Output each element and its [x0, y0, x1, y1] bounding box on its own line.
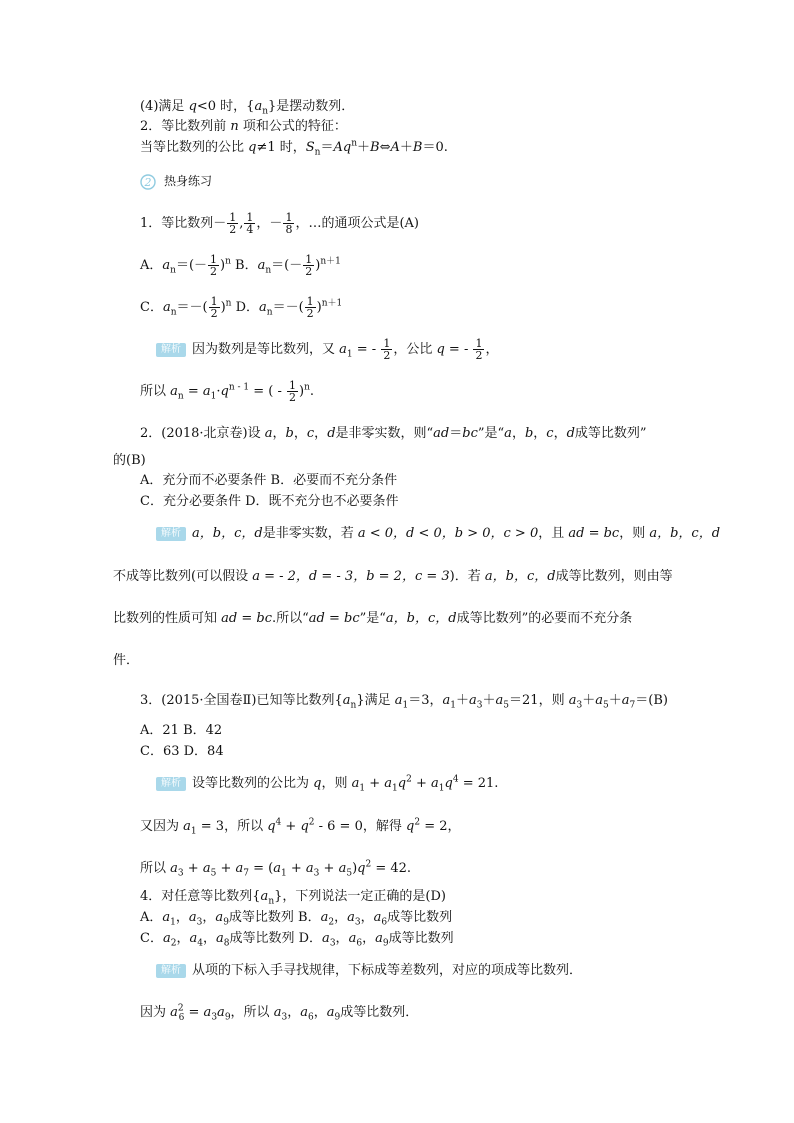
q4-solution-line1: 解析 从项的下标入手寻找规律，下标成等差数列，对应的项成等比数列． [156, 962, 582, 980]
solution-tag: 解析 [156, 777, 186, 791]
q1-solution-line1: 解析 因为数列是等比数列，又 $a_1$ = - $\frac{1}{2}$ ，公比 q = - $\frac{1}{2}$ ， [156, 338, 499, 361]
q4-solution-line2: 因为 $a^2_6 = a_3a_9$，所以 $a_3$，$a_6$，$a_9$成等比数列． [140, 1003, 419, 1023]
q4-stem: 4．对任意等比数列$\{a_n\}$，下列说法一定正确的是(D) [140, 889, 446, 907]
q3-options-cd: C．63 D．84 [140, 744, 224, 759]
q2-solution-line3: 比数列的性质可知 ad = bc.所以“ad = bc”是“a，b，c，d成等比数列”的必要而不充分条 [113, 611, 633, 626]
q4-options-cd: C．$a_2$，$a_4$，$a_8$成等比数列 D．$a_3$，$a_6$，$a_9$成等比数列 [140, 931, 454, 949]
q1-solution-line2: 所以 $a_n = a_1\cdot q^{n - 1}$ = ( - $\frac{1}{2}$ )$^n$. [140, 379, 315, 404]
q2-solution-line4: 件． [113, 653, 140, 668]
solution-tag: 解析 [156, 343, 186, 357]
q2-solution-line1: 解析 a，b，c，d是非零实数，若 a < 0，d < 0，b > 0，c > 0，且 ad = bc，则 a，b，c，d [156, 525, 720, 543]
q4-options-ab: A．$a_1$，$a_3$，$a_9$成等比数列 B．$a_2$，$a_3$，$a_6$成等比数列 [140, 910, 453, 928]
q3-solution-line1: 解析 设等比数列的公比为 q，则 $a_1 + a_1q^2 + a_1q^4 = 21$. [156, 775, 498, 793]
q1-stem: 1．等比数列－ $\frac{1}{2}$ , $\frac{1}{4}$ ，－ $\frac{1}{8}$ ，…的通项公式是(A) [140, 211, 419, 236]
q2-stem-line1: 2．(2018·北京卷)设 a，b，c，d是非零实数，则“ad＝bc”是“a，b，c，d成等比数列” [140, 426, 647, 441]
q3-solution-line3: 所以 $a_3 + a_5 + a_7 = (a_1 + a_3 + a_5)q^2 = 42$. [140, 859, 412, 879]
solution-tag: 解析 [156, 527, 186, 541]
section-header: 2 热身练习 [140, 172, 212, 191]
svg-text:2: 2 [144, 175, 152, 189]
q3-stem: 3．(2015·全国卷Ⅱ)已知等比数列$\{a_n\}$满足 $a_1=3$，$a_1+a_3+a_5=21$，则 $a_3+a_5+a_7=(B)$ [140, 693, 668, 711]
q3-solution-line2: 又因为 $a_1 = 3$，所以 $q^4 + q^2 - 6 = 0$，解得 $q^2 = 2$， [140, 817, 461, 837]
solution-tag: 解析 [156, 964, 186, 978]
q2-stem-line2: 的(B) [113, 453, 146, 468]
q2-options-ab: A．充分而不必要条件 B．必要而不充分条件 [140, 473, 398, 488]
section-number-icon [140, 174, 156, 190]
q3-options-ab: A．21 B．42 [140, 723, 223, 738]
line-sum-formula: 当等比数列的公比 q≠1 时，$S_n=Aq^n+B\Leftrightarrow A+B=0$. [140, 138, 448, 158]
q2-options-cd: C．充分必要条件 D．既不充分也不必要条件 [140, 494, 399, 509]
q2-solution-line2: 不成等比数列(可以假设 a = - 2，d = - 3，b = 2，c = 3)．若 a，b，c，d成等比数列，则由等 [113, 569, 673, 584]
q1-options-cd: C．$a_n=-$( $\frac{1}{2}$ )$^n$ D．$a_n=-$( $\frac{1}{2}$ )$^{n+1}$ [140, 295, 343, 320]
line-q-negative: (4)满足 q<0 时，$\{a_n\}$是摆动数列． [140, 99, 355, 117]
line-sum-feature: 2．等比数列前 n 项和公式的特征： [140, 119, 347, 134]
q1-options-ab: A．$a_n=(-$ $\frac{1}{2}$ )$^n$ B．$a_n=(-$ $\frac{1}{2}$ )$^{n+1}$ [140, 253, 341, 278]
